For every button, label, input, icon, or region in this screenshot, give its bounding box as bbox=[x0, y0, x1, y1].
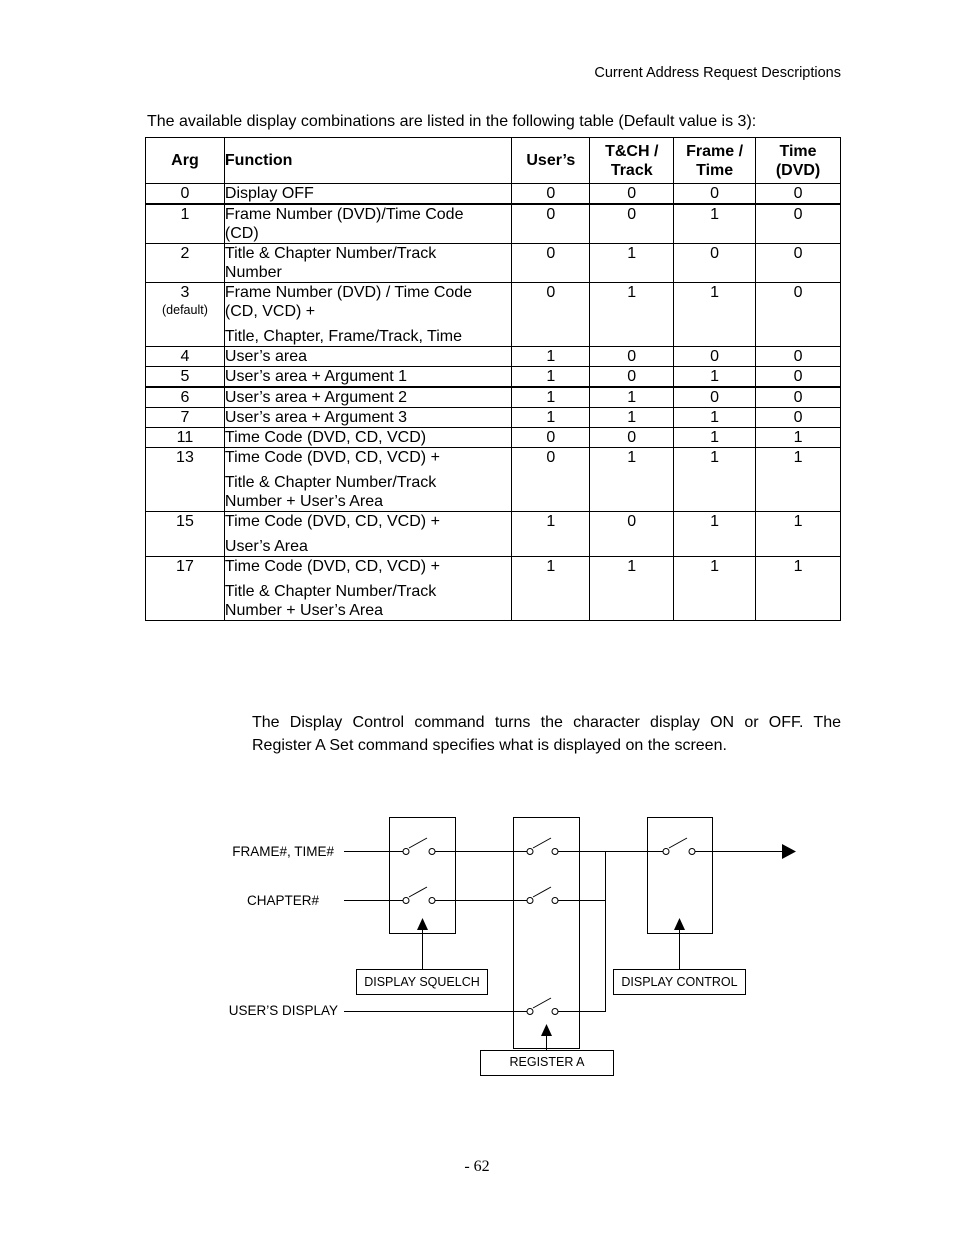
cell-tch: 0 bbox=[590, 347, 674, 367]
cell-frame: 1 bbox=[674, 428, 756, 448]
squelch-arrow-icon bbox=[417, 918, 428, 930]
cell-time: 0 bbox=[756, 283, 841, 347]
cell-users: 1 bbox=[512, 408, 590, 428]
cell-users: 0 bbox=[512, 184, 590, 205]
control-switch-box bbox=[648, 818, 713, 934]
cell-function: User’s area + Argument 2 bbox=[224, 387, 511, 408]
cell-tch: 0 bbox=[590, 428, 674, 448]
cell-users: 0 bbox=[512, 283, 590, 347]
cell-tch: 1 bbox=[590, 283, 674, 347]
cell-tch: 1 bbox=[590, 408, 674, 428]
cell-tch: 0 bbox=[590, 204, 674, 244]
cell-function: User’s area + Argument 1 bbox=[224, 367, 511, 388]
cell-time: 1 bbox=[756, 512, 841, 557]
header-arg: Arg bbox=[146, 138, 225, 184]
cell-tch: 0 bbox=[590, 512, 674, 557]
cell-users: 0 bbox=[512, 204, 590, 244]
page-number: - 62 bbox=[464, 1158, 490, 1175]
cell-function: Title & Chapter Number/Track Number bbox=[224, 244, 511, 283]
cell-frame: 1 bbox=[674, 283, 756, 347]
cell-tch: 1 bbox=[590, 387, 674, 408]
cell-function: Frame Number (DVD)/Time Code (CD) bbox=[224, 204, 511, 244]
cell-time: 1 bbox=[756, 428, 841, 448]
cell-users: 1 bbox=[512, 387, 590, 408]
squelch-switch-box bbox=[390, 818, 456, 934]
register-switch-box bbox=[514, 818, 580, 1049]
cell-function: User’s area bbox=[224, 347, 511, 367]
cell-time: 0 bbox=[756, 244, 841, 283]
cell-function: Time Code (DVD, CD, VCD) + Title & Chapter Number/Track Number + User’s Area bbox=[224, 448, 511, 512]
cell-frame: 1 bbox=[674, 408, 756, 428]
cell-users: 1 bbox=[512, 347, 590, 367]
cell-tch: 1 bbox=[590, 244, 674, 283]
header-function: Function bbox=[224, 138, 511, 184]
control-arrow-icon bbox=[674, 918, 685, 930]
cell-arg: 11 bbox=[146, 428, 225, 448]
cell-arg: 4 bbox=[146, 347, 225, 367]
cell-time: 0 bbox=[756, 347, 841, 367]
cell-frame: 0 bbox=[674, 387, 756, 408]
cell-arg: 15 bbox=[146, 512, 225, 557]
input-chapter-label: CHAPTER# bbox=[246, 893, 319, 908]
cell-time: 1 bbox=[756, 448, 841, 512]
cell-frame: 1 bbox=[674, 367, 756, 388]
display-control-label: DISPLAY CONTROL bbox=[621, 975, 738, 989]
default-note: (default) bbox=[162, 303, 208, 317]
running-header: Current Address Request Descriptions bbox=[594, 65, 841, 81]
cell-frame: 0 bbox=[674, 184, 756, 205]
cell-arg: 3 (default) bbox=[146, 283, 225, 347]
cell-time: 0 bbox=[756, 204, 841, 244]
cell-function: User’s area + Argument 3 bbox=[224, 408, 511, 428]
cell-frame: 1 bbox=[674, 512, 756, 557]
cell-tch: 0 bbox=[590, 367, 674, 388]
cell-arg: 7 bbox=[146, 408, 225, 428]
cell-frame: 1 bbox=[674, 204, 756, 244]
cell-tch: 0 bbox=[590, 184, 674, 205]
cell-time: 0 bbox=[756, 387, 841, 408]
cell-tch: 1 bbox=[590, 448, 674, 512]
output-arrow-icon bbox=[782, 844, 796, 859]
cell-function: Time Code (DVD, CD, VCD) + Title & Chapter Number/Track Number + User’s Area bbox=[224, 557, 511, 621]
register-a-label: REGISTER A bbox=[509, 1055, 585, 1069]
cell-time: 1 bbox=[756, 557, 841, 621]
cell-frame: 0 bbox=[674, 244, 756, 283]
header-users: User’s bbox=[512, 138, 590, 184]
cell-users: 1 bbox=[512, 367, 590, 388]
input-frame-time-label: FRAME#, TIME# bbox=[232, 844, 334, 859]
cell-function: Frame Number (DVD) / Time Code (CD, VCD) + Title, Chapter, Frame/Track, Time bbox=[224, 283, 511, 347]
cell-time: 0 bbox=[756, 367, 841, 388]
register-arrow-icon bbox=[541, 1024, 552, 1036]
cell-function: Display OFF bbox=[224, 184, 511, 205]
cell-arg: 0 bbox=[146, 184, 225, 205]
input-users-display-label: USER’S DISPLAY bbox=[228, 1003, 338, 1018]
cell-users: 1 bbox=[512, 512, 590, 557]
table-intro-text: The available display combinations are listed in the following table (Default value is 3): bbox=[147, 113, 757, 130]
cell-function: Time Code (DVD, CD, VCD) bbox=[224, 428, 511, 448]
cell-time: 0 bbox=[756, 408, 841, 428]
cell-users: 0 bbox=[512, 448, 590, 512]
header-frame-time: Frame / Time bbox=[674, 138, 756, 184]
cell-arg: 5 bbox=[146, 367, 225, 388]
cell-frame: 1 bbox=[674, 557, 756, 621]
cell-users: 0 bbox=[512, 244, 590, 283]
cell-arg: 6 bbox=[146, 387, 225, 408]
cell-function: Time Code (DVD, CD, VCD) + User’s Area bbox=[224, 512, 511, 557]
cell-arg: 2 bbox=[146, 244, 225, 283]
cell-arg: 1 bbox=[146, 204, 225, 244]
display-squelch-label: DISPLAY SQUELCH bbox=[364, 975, 480, 989]
cell-frame: 1 bbox=[674, 448, 756, 512]
explanation-paragraph: The Display Control command turns the character display ON or OFF. The Register A Set command specifies what is displayed on the screen. bbox=[252, 714, 841, 754]
cell-users: 1 bbox=[512, 557, 590, 621]
header-tch-track: T&CH / Track bbox=[590, 138, 674, 184]
header-time-dvd: Time (DVD) bbox=[756, 138, 841, 184]
cell-arg: 13 bbox=[146, 448, 225, 512]
cell-users: 0 bbox=[512, 428, 590, 448]
cell-frame: 0 bbox=[674, 347, 756, 367]
cell-arg: 17 bbox=[146, 557, 225, 621]
cell-tch: 1 bbox=[590, 557, 674, 621]
cell-time: 0 bbox=[756, 184, 841, 205]
